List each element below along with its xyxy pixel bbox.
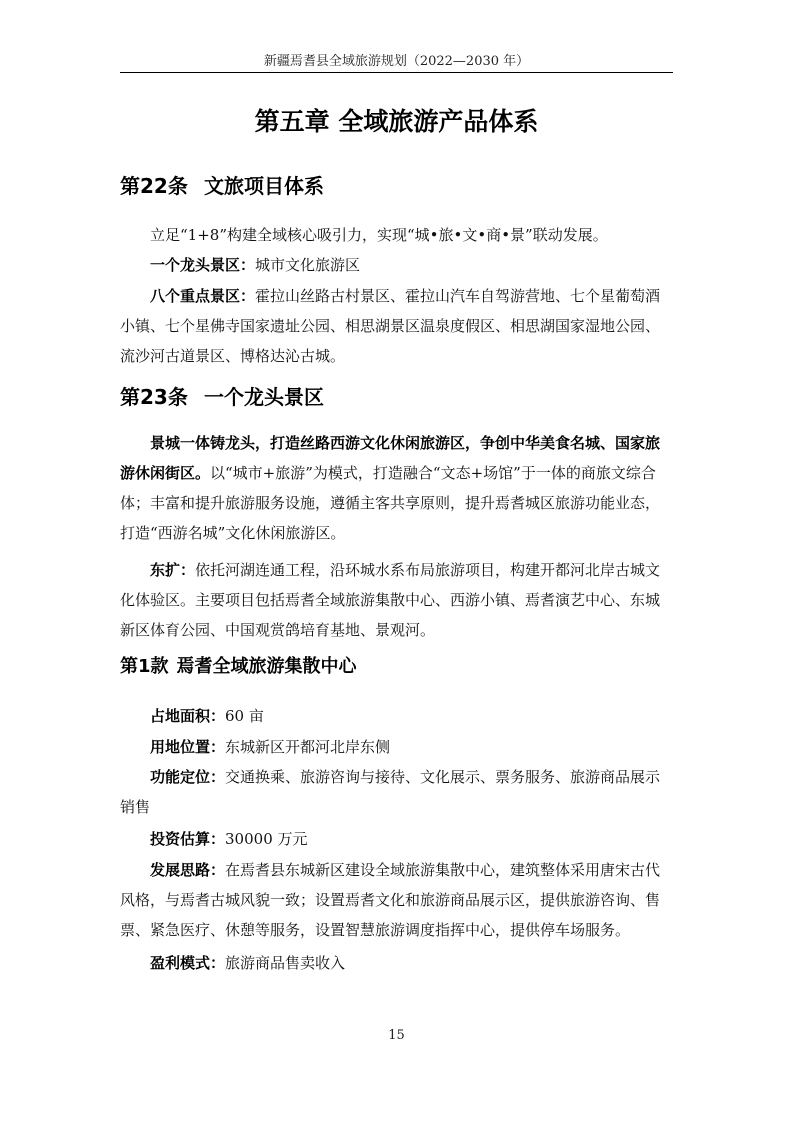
development-idea — [120, 855, 673, 945]
article-number: 第22条 — [120, 174, 188, 198]
para-text: 以“城市+旅游”为模式，打造融合“文态+场馆”于一体的商旅文综合体；丰富和提升旅游服务设施，遵循主客共享原则，提升焉耆城区旅游功能业态，打造“西游名城”文化休闲旅游区。 — [120, 464, 661, 542]
para-text: 在焉耆县东城新区建设全域旅游集散中心，建筑整体采用唐宋古代风格，与焉耆古城风貌一致；设置焉耆文化和旅游商品展示区，提供旅游咨询、售票、紧急医疗、休憩等服务，设置智慧旅游调度指挥中心，提供停车场服务。 — [120, 861, 661, 939]
land-area — [120, 701, 673, 731]
para-label: 发展思路： — [150, 861, 226, 879]
para-text: 依托河湖连通工程，沿环城水系布局旅游项目，构建开都河北岸古城文化体验区。主要项目包括焉耆全域旅游集散中心、西游小镇、焉耆演艺中心、东城新区体育公园、中国观赏鸽培育基地、景观河。 — [120, 561, 661, 639]
para-label: 用地位置： — [150, 738, 226, 756]
article-title: 一个龙头景区 — [204, 385, 324, 409]
para-text: 城市文化旅游区 — [255, 256, 361, 274]
running-header: 新疆焉耆县全域旅游规划（2022—2030 年） — [263, 54, 530, 69]
para-label: 一个龙头景区： — [150, 256, 256, 274]
article-23-heading — [120, 381, 324, 410]
clause-1-heading — [120, 652, 357, 678]
profit-model — [120, 948, 673, 978]
clause-title: 焉耆全域旅游集散中心 — [176, 656, 357, 677]
east-expansion — [120, 555, 673, 645]
page-number: 15 — [388, 1028, 405, 1043]
para-label: 占地面积： — [150, 707, 226, 725]
header-rule — [120, 72, 673, 73]
para-label: 盈利模式： — [150, 954, 226, 972]
para-text: 霍拉山丝路古村景区、霍拉山汽车自驾游营地、七个星葡萄酒小镇、七个星佛寺国家遗址公园、相思湖景区温泉度假区、相思湖国家湿地公园、流沙河古道景区、博格达沁古城。 — [120, 287, 661, 365]
clause-number: 第1款 — [120, 656, 169, 677]
para-text: 30000 万元 — [225, 830, 308, 848]
para-label: 八个重点景区： — [150, 287, 256, 305]
article-title: 文旅项目体系 — [204, 174, 324, 198]
article-22-heading — [120, 170, 324, 199]
one-core-scenic-area — [120, 250, 673, 280]
article-22-intro: 立足“1+8”构建全域核心吸引力，实现“城•旅•文•商•景”联动发展。 — [150, 226, 608, 244]
para-text: 旅游商品售卖收入 — [225, 954, 346, 972]
para-text: 60 亩 — [225, 707, 264, 725]
investment-estimate — [120, 824, 673, 854]
para-text: 交通换乘、旅游咨询与接待、文化展示、票务服务、旅游商品展示销售 — [120, 768, 661, 816]
para-label: 投资估算： — [150, 830, 226, 848]
function-positioning — [120, 762, 673, 822]
para-bold-lead: 景城一体铸龙头，打造丝路西游文化休闲旅游区，争创中华美食名城、国家旅游休闲街区。 — [120, 434, 661, 482]
article-23-lead — [120, 428, 673, 548]
para-label: 功能定位： — [150, 768, 226, 786]
para-label: 东扩： — [150, 561, 196, 579]
article-number: 第23条 — [120, 385, 188, 409]
chapter-title: 第五章 全域旅游产品体系 — [254, 107, 539, 136]
land-location — [120, 732, 673, 762]
para-text: 东城新区开都河北岸东侧 — [225, 738, 391, 756]
eight-key-scenic-areas — [120, 281, 673, 371]
